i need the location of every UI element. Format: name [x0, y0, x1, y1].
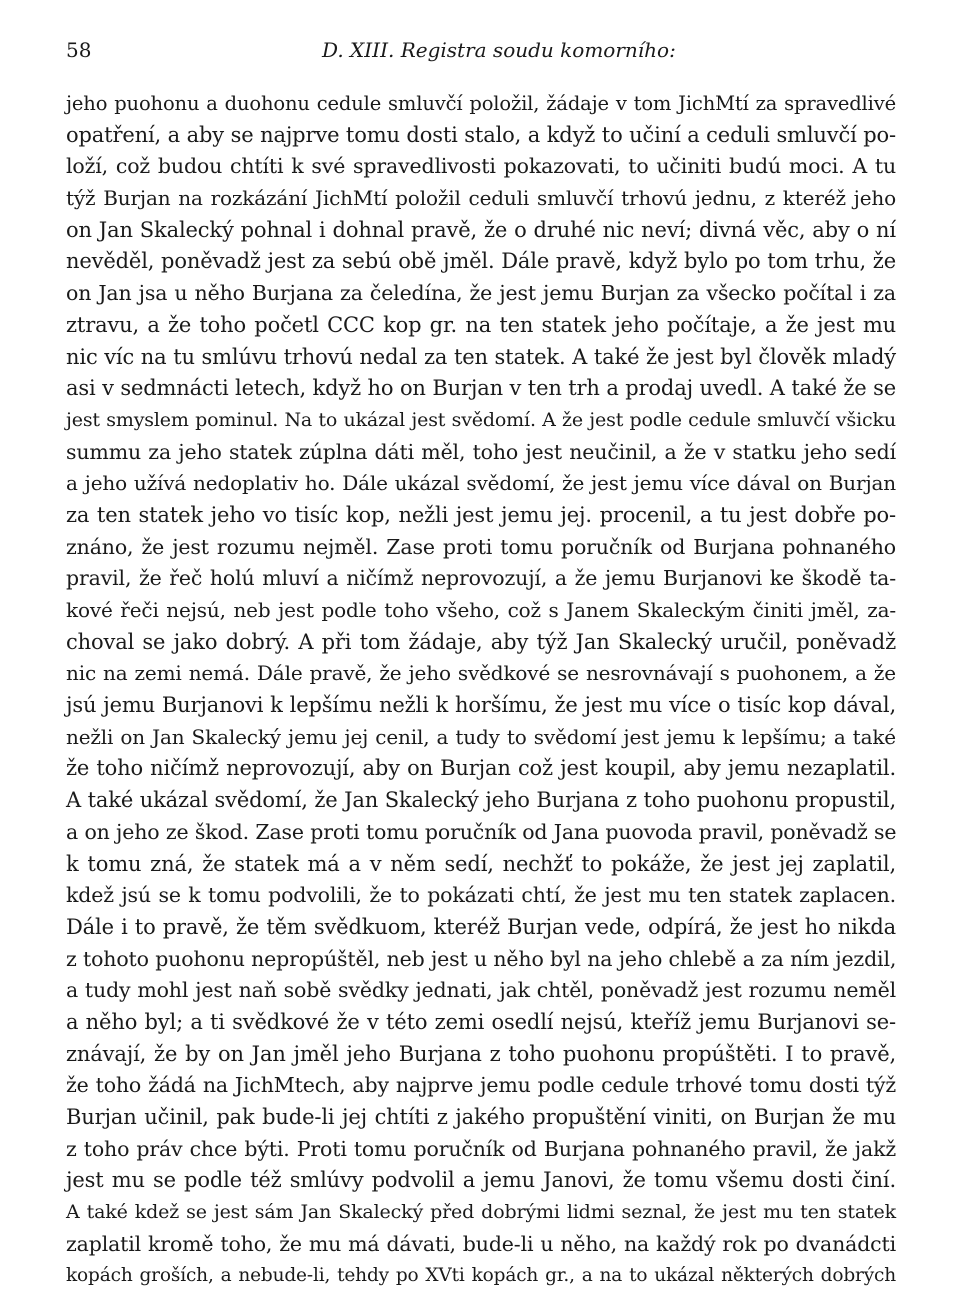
text-line: zaplatil kromě toho, že mu má dávati, bude-li u něho, na každý rok po dvanádcti [66, 1231, 896, 1256]
text-line: a on jeho ze škod. Zase proti tomu poručník od Jana puovoda pravil, poněvadž se [66, 819, 897, 844]
text-line: k tomu zná, že statek má a v něm sedí, nechžť to pokáže, že jest jej zaplatil, [66, 851, 896, 876]
text-line: a tudy mohl jest naň sobě svědky jednati, jak chtěl, poněvadž jest rozumu neměl [66, 978, 896, 1003]
text-line: a jeho užívá nedoplativ ho. Dále ukázal svědomí, že jest jemu více dával on Burjan [66, 471, 896, 496]
text-line: z toho práv chce býti. Proti tomu poručník od Burjana pohnaného pravil, že jakž [66, 1136, 896, 1161]
text-line: kové řeči nejsú, neb jest podle toho všeho, což s Janem Skaleckým činiti jměl, za- [66, 598, 896, 622]
text-line: jest smyslem pominul. Na to ukázal jest svědomí. A že jest podle cedule smluvčí všicku [66, 408, 896, 431]
text-line: summu za jeho statek zúplna dáti měl, toho jest neučinil, a že v statku jeho sedí [66, 439, 896, 464]
text-line: pravil, že řeč holú mluví a ničímž neprovozují, a že jemu Burjanovi ke škodě ta- [66, 566, 896, 591]
text-line: on Jan jsa u něho Burjana za čeledína, že jest jemu Burjan za všecko počítal i za [66, 281, 896, 306]
text-line: nežli on Jan Skalecký jemu jej cenil, a tudy to svědomí jest jemu k lepšímu; a také [66, 724, 896, 749]
text-line: jest mu se podle též smlúvy podvolil a jemu Janovi, že tomu všemu dosti činí. [66, 1168, 896, 1193]
text-line: Burjan učinil, pak bude-li jej chtíti z jakého propuštění viniti, on Burjan že mu [66, 1105, 896, 1129]
text-line: jeho puohonu a duohonu cedule smluvčí položil, žádaje v tom JichMtí za spravedlivé [66, 92, 896, 115]
text-line: kdež jsú se k tomu podvolili, že to pokázati chtí, že jest mu ten statek zaplacen. [66, 883, 896, 908]
text-line: nic na zemi nemá. Dále pravě, že jeho svědkové se nesrovnávají s puohonem, a že [66, 661, 896, 686]
text-line: za ten statek jeho vo tisíc kop, nežli jest jemu jej. procenil, a tu jest dobře po- [66, 502, 896, 527]
text-line: a něho byl; a ti svědkové že v této zemi osedlí nejsú, kteříž jemu Burjanovi se- [66, 1009, 896, 1034]
text-line: jsú jemu Burjanovi k lepšímu nežli k horšímu, že jest mu více o tisíc kop dával, [66, 693, 896, 718]
text-line: týž Burjan na rozkázání JichMtí položil ceduli smluvčí trhovú jednu, z kteréž jeho [66, 186, 896, 211]
text-line: znávají, že by on Jan jměl jeho Burjana z toho puohonu propúštěti. I to pravě, [66, 1041, 896, 1066]
text-line: z tohoto puohonu nepropúštěl, neb jest u něho byl na jeho chlebě a za ním jezdil, [66, 946, 897, 971]
text-line: Dále i to pravě, že těm svědkuom, kteréž Burjan vede, odpírá, že jest ho nikda [66, 914, 896, 939]
text-line: že toho žádá na JichMtech, aby najprve jemu podle cedule trhové tomu dosti týž [66, 1073, 896, 1098]
text-line: ztravu, a že toho početl CCC kop gr. na ten statek jeho počítaje, a že jest mu [66, 312, 896, 337]
text-line: nevěděl, poněvadž jest za sebú obě jměl. Dále pravě, když bylo po tom trhu, že [66, 249, 896, 274]
text-line: loží, což budou chtíti k své spravedlivosti pokazovati, to učiniti budú moci. A tu [66, 154, 896, 179]
text-line: že toho ničímž neprovozují, aby on Burjan což jest koupil, aby jemu nezaplatil. [66, 756, 896, 781]
text-line: kopách groších, a nebude-li, tehdy po XVti kopách gr., a na to ukázal některých dobrých [66, 1265, 896, 1287]
text-line: asi v sedmnácti letech, když ho on Burjan v ten trh a prodaj uvedl. A také že se [66, 376, 896, 401]
document-page [66, 38, 896, 1292]
text-line: A také ukázal svědomí, že Jan Skalecký jeho Burjana z toho puohonu propustil, [66, 788, 896, 813]
text-line: znáno, že jest rozumu nejměl. Zase proti tomu poručník od Burjana pohnaného [66, 534, 896, 559]
text-line: on Jan Skalecký pohnal i dohnal pravě, že o druhé nic neví; divná věc, aby o ní [66, 217, 896, 242]
text-line: A také kdež se jest sám Jan Skalecký před dobrými lidmi seznal, že jest mu ten statek [66, 1201, 896, 1224]
text-line: choval se jako dobrý. A při tom žádaje, aby týž Jan Skalecký uručil, poněvadž [66, 629, 896, 654]
page-header [66, 38, 896, 72]
body-text [66, 88, 896, 1292]
text-line: nic víc na tu smlúvu trhovú nedal za ten statek. A také že jest byl člověk mladý [66, 344, 896, 369]
text-line: opatření, a aby se najprve tomu dosti stalo, a když to učiní a ceduli smluvčí po- [66, 122, 896, 147]
running-head: D. XIII. Registra soudu komorního: [322, 38, 676, 62]
page-number: 58 [66, 38, 92, 62]
